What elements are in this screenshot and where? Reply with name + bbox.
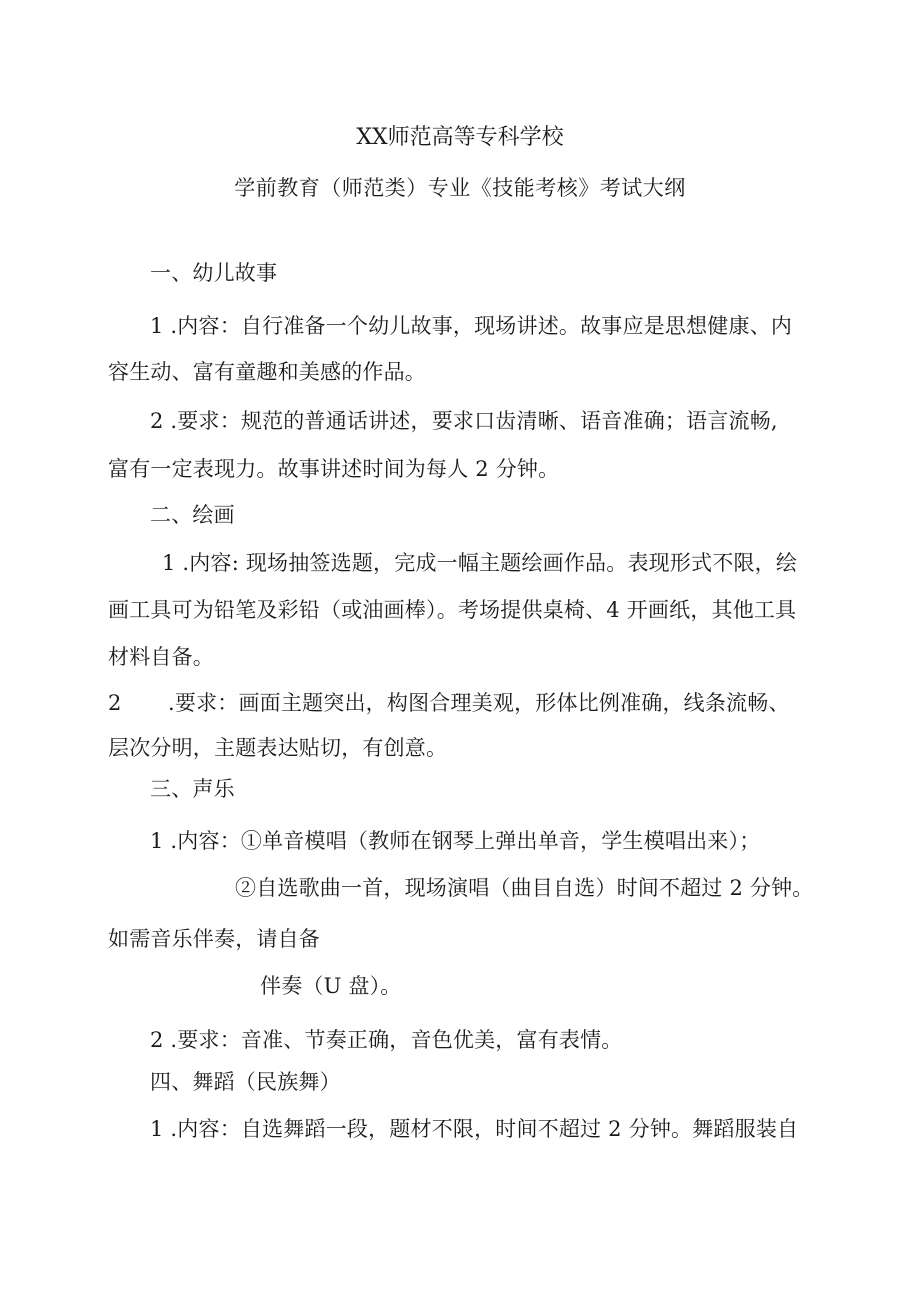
paragraph-line: 如需音乐伴奏，请自备: [108, 927, 320, 951]
paragraph-line: 层次分明，主题表达贴切，有创意。: [108, 736, 448, 760]
paragraph-line: 1 .内容：自行准备一个幼儿故事，现场讲述。故事应是思想健康、内: [150, 314, 793, 338]
paragraph-line: 2 .要求：规范的普通话讲述，要求口齿清晰、语音准确；语言流畅,: [150, 409, 778, 433]
paragraph-line: 富有一定表现力。故事讲述时间为每人 2 分钟。: [108, 457, 560, 481]
paragraph-line: 画工具可为铅笔及彩铅（或油画棒）。考场提供桌椅、4 开画纸，其他工具: [108, 598, 797, 622]
school-title: XX师范高等专科学校: [356, 125, 564, 150]
section-heading-story: 一、幼儿故事: [150, 261, 278, 285]
paragraph-line: 1 .内容：自选舞蹈一段，题材不限，时间不超过 2 分钟。舞蹈服装自: [150, 1117, 799, 1141]
paragraph-line: 2 .要求：音准、节奏正确，音色优美，富有表情。: [150, 1028, 623, 1052]
list-number: 2: [108, 691, 122, 715]
paragraph-line: 材料自备。: [108, 645, 214, 669]
document-title: 学前教育（师范类）专业《技能考核》考试大纲: [234, 176, 686, 200]
paragraph-line: ②自选歌曲一首，现场演唱（曲目自选）时间不超过 2 分钟。: [235, 876, 814, 900]
section-heading-dance: 四、舞蹈（民族舞）: [150, 1070, 341, 1094]
paragraph-line: 伴奏（U 盘）。: [260, 974, 402, 998]
section-heading-vocal: 三、声乐: [150, 777, 235, 801]
paragraph-line: 容生动、富有童趣和美感的作品。: [108, 360, 426, 384]
paragraph-line: 1 .内容: 现场抽签选题，完成一幅主题绘画作品。表现形式不限，绘: [162, 551, 798, 575]
section-heading-drawing: 二、绘画: [150, 503, 235, 527]
paragraph-line: .要求：画面主题突出，构图合理美观，形体比例准确，线条流畅、: [168, 691, 790, 715]
paragraph-line: 1 .内容：①单音模唱（教师在钢琴上弹出单音，学生模唱出来）；: [150, 829, 761, 853]
